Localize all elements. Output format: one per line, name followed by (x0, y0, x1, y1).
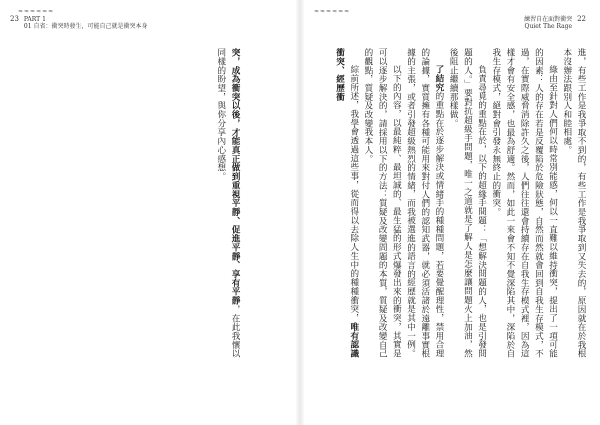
bold-text: 了結究 (433, 65, 444, 92)
left-page-header (10, 16, 147, 30)
part-label: PART 1 (23, 16, 46, 23)
bold-text: 突，成為衝突以後，才能真正做到重視平靜、促進平靜、享有平靜 (230, 48, 240, 305)
page-number: 23 (10, 15, 19, 23)
book-title: 練習自在面對衝突 (524, 16, 573, 23)
paragraph: 負責尋覓的重點在於，以下的超緣手間題：「想解決問題的人，也是引發問題的人。」要對抗超級手問題，唯一之道就是了解人是怎麼讓問題火上加油，然後阻止繼續那樣做。 (448, 48, 487, 358)
paragraph: 以下的內容，以最純粹、最坦誠的、最生猛的形式爆發出來的衝突，其實是可以逐步解決的，請採用以下的方法：質疑及改變問題的本質，質疑及改變自己的觀點，質疑及改變我本人。 (362, 48, 402, 358)
body-text: 的重點在於逐步解決或情緒手的種種問題，若要覺醒理性，禁用合理的論據，實質擁有各種可能用來對付人們的認知武器，就必須活諸於遠離事實根據的主張，或者引發超級熱烈的情緒，而我被選進的語言的經歷就是其中一例。 (405, 48, 444, 358)
paragraph (332, 48, 360, 358)
right-page (304, 0, 600, 425)
body-text: 綜前所述，我學會透過這些事，從而得以去除人生中的種種衝突， (348, 65, 359, 323)
right-page-header (524, 16, 586, 30)
paragraph: 進，有些工作是我爭取不到的，有些工作是我爭取到又失去的，原因就在於我根本沒辦法跟別人和睦相處。 (561, 48, 586, 358)
paragraph (403, 48, 446, 358)
paragraph: 綠由至針對人們何以時常別能感，何以一直難以維持衝突，提出了一項可能的因素：人的存在若是反覆陷於危險狀態，自然而然就會回到自我生存模式，不過，在實際威脅消除許久之後，人們往往還會持續存在自我生存模式裡，因為這樣才會有安全感，也最為舒適。然而，如此一來會不知不覺深陷其中，深陷於自我生存模式，絕對會引發永無終止的衝突。 (490, 48, 558, 358)
bold-text: 唯有認識衝突、經歷衝 (334, 48, 359, 359)
paragraph (214, 48, 242, 358)
page-number: 22 (577, 15, 586, 23)
book-title-english: Quiet The Rage (524, 23, 573, 30)
body-text: ，在此我懷以同樣的盼望，與你分享內心感想。 (215, 48, 240, 358)
left-body-text (32, 48, 242, 358)
right-body-text (316, 48, 588, 358)
book-gutter (296, 0, 304, 425)
chapter-title: 01 自省：衝突時發生，可能自己就是衝突本身 (23, 23, 148, 30)
header-ornament: ≈≈≈≈≈≈ (314, 8, 351, 15)
header-ornament: ≈≈≈≈≈≈ (18, 8, 55, 15)
left-page (0, 0, 296, 425)
